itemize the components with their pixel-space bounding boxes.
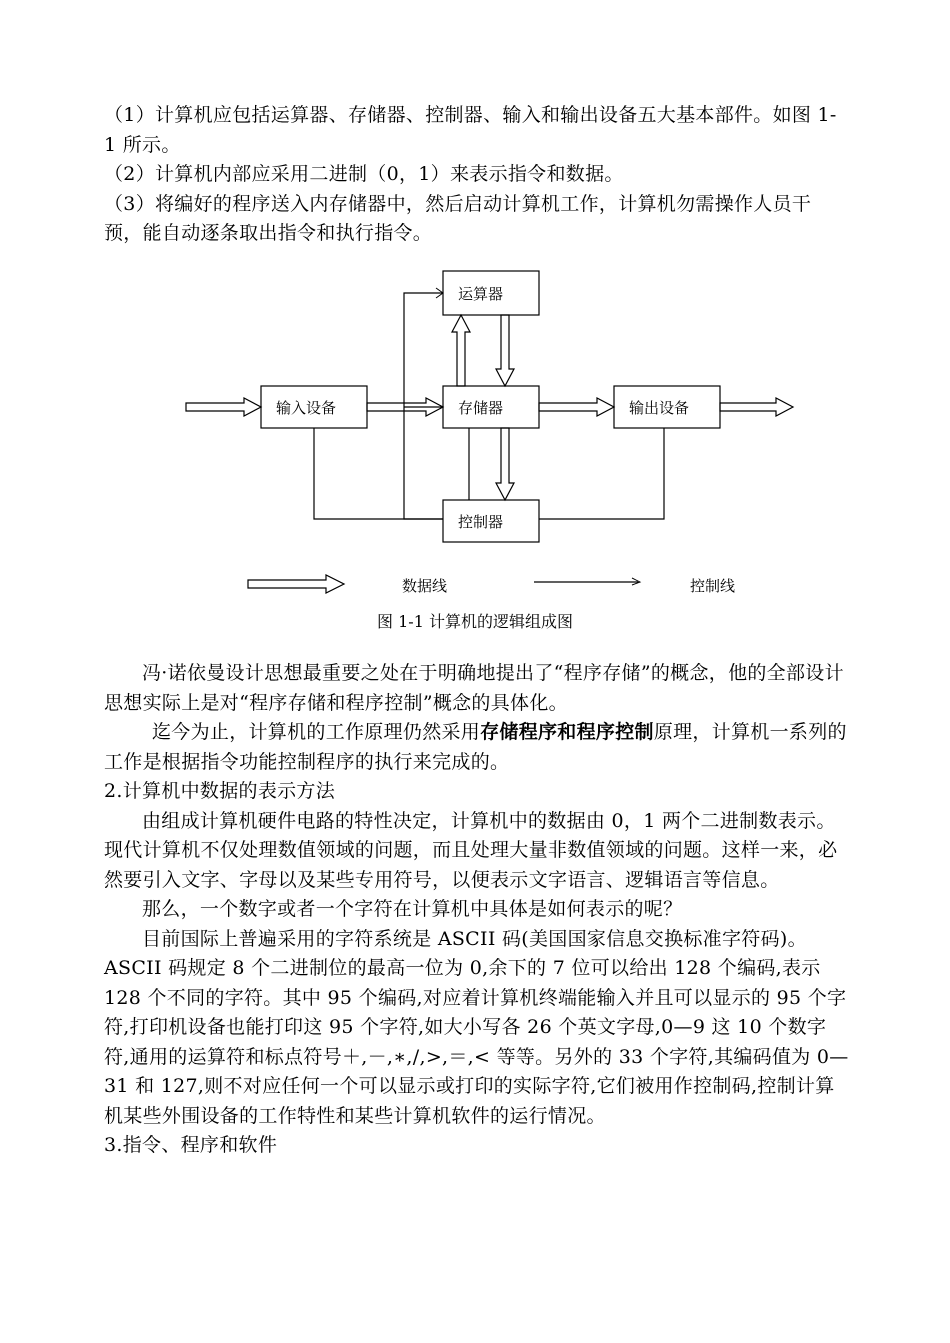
body-section [104, 659, 849, 1161]
data-arrow-memory-alu [452, 315, 470, 386]
control-label: 控制器 [458, 513, 504, 531]
section-heading-3: 3.指令、程序和软件 [104, 1134, 278, 1156]
paragraph-question: 那么，一个数字或者一个字符在计算机中具体是如何表示的呢？ [142, 898, 683, 920]
intro-paragraph-3: （3）将编好的程序送入内存储器中，然后启动计算机工作，计算机勿需操作人员干预，能自动逐条取出指令和执行指令。 [104, 192, 812, 244]
legend-control-label: 控制线 [690, 577, 736, 595]
data-arrow-memory-control [496, 428, 514, 500]
control-line-to-alu [404, 293, 443, 519]
data-arrow-out-of-output [720, 398, 793, 416]
intro-paragraph-2: （2）计算机内部应采用二进制（0，1）来表示指令和数据。 [104, 163, 624, 185]
intro-section [104, 101, 849, 249]
logic-diagram [180, 262, 800, 602]
data-arrow-into-input [186, 398, 261, 416]
legend-data-label: 数据线 [402, 577, 448, 595]
input-label: 输入设备 [276, 399, 337, 417]
paragraph-von-neumann: 冯·诺依曼设计思想最重要之处在于明确地提出了“程序存储”的概念，他的全部设计思想实际上是对“程序存储和程序控制”概念的具体化。 [104, 662, 844, 714]
principle-text-post: 原理，计算机一系列的工作是根据指令功能控制程序的执行来完成的。 [104, 721, 847, 773]
control-line-to-input [314, 428, 443, 519]
data-arrow-alu-memory [496, 315, 514, 386]
output-label: 输出设备 [629, 399, 690, 417]
principle-text-pre: 迄今为止，计算机的工作原理仍然采用 [152, 721, 481, 743]
alu-label: 运算器 [458, 285, 504, 303]
memory-label: 存储器 [458, 399, 504, 417]
control-line-to-output [539, 428, 664, 519]
legend-data-arrow [248, 575, 344, 593]
intro-paragraph-1: （1）计算机应包括运算器、存储器、控制器、输入和输出设备五大基本部件。如图 1-1 所示。 [104, 104, 837, 156]
paragraph-principle [104, 718, 849, 777]
data-arrow-memory-output [539, 398, 614, 416]
section-heading-2: 2.计算机中数据的表示方法 [104, 780, 336, 802]
paragraph-ascii: 目前国际上普遍采用的字符系统是 ASCII 码(美国国家信息交换标准字符码)。ASCII 码规定 8 个二进制位的最高一位为 0,余下的 7 位可以给出 128 个编码,表示 128 个不同的字符。其中 95 个编码,对应着计算机终端能输入并且可以显示的 95 个字符,打印机设备也能打印这 95 个字符,如大小写各 26 个英文字母,0—9 这 10 个数字符,通用的运算符和标点符号＋,－,∗,/,>,＝,< 等等。另外的 33 个字符,其编码值为 0—31 和 127,则不对应任何一个可以显示或打印的实际字符,它们被用作控制码,控制计算机某些外围设备的工作特性和某些计算机软件的运行情况。 [104, 927, 849, 1127]
figure-caption: 图 1-1 计算机的逻辑组成图 [377, 612, 573, 631]
principle-text-bold: 存储程序和程序控制 [480, 721, 654, 743]
paragraph-binary: 由组成计算机硬件电路的特性决定，计算机中的数据由 0，1 两个二进制数表示。现代计算机不仅处理数值领域的问题，而且处理大量非数值领域的问题。这样一来，必然要引入文字、字母以及某些专用符号，以便表示文字语言、逻辑语言等信息。 [104, 809, 838, 891]
